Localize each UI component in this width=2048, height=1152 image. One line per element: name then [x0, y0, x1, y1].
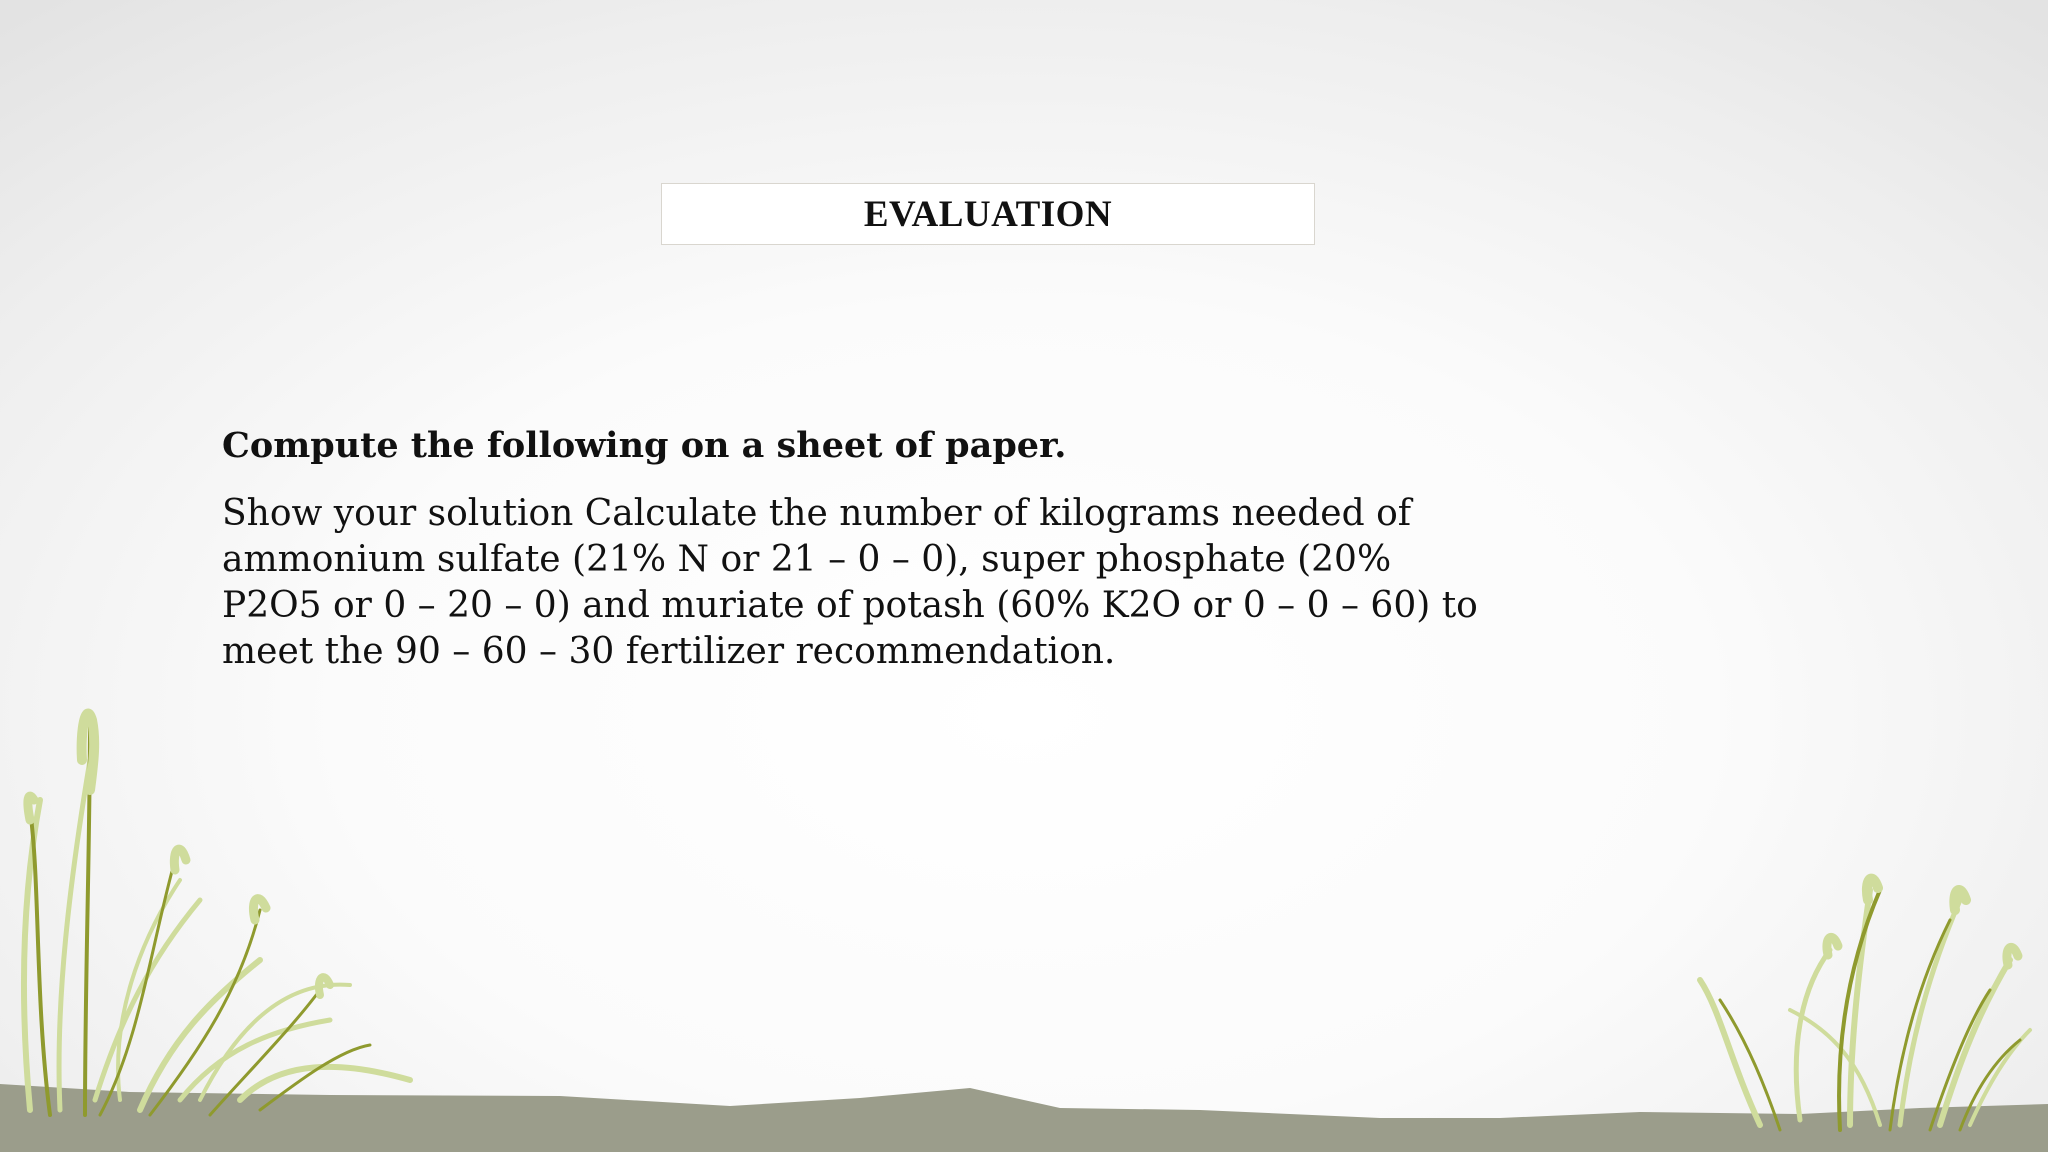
ground-hills: [0, 1084, 2048, 1152]
problem-line: Show your solution Calculate the number of kilograms needed of: [222, 493, 1412, 534]
problem-line: P2O5 or 0 – 20 – 0) and muriate of potash (60% K2O or 0 – 0 – 60) to: [222, 585, 1478, 626]
problem-line: meet the 90 – 60 – 30 fertilizer recommendation.: [222, 631, 1116, 672]
right-grass-icon: [1700, 879, 2030, 1130]
problem-line: ammonium sulfate (21% N or 21 – 0 – 0), super phosphate (20%: [222, 539, 1392, 580]
left-grass-icon: [24, 714, 410, 1115]
slide-title: EVALUATION: [863, 193, 1113, 235]
instruction-heading: Compute the following on a sheet of paper.: [222, 425, 1067, 466]
